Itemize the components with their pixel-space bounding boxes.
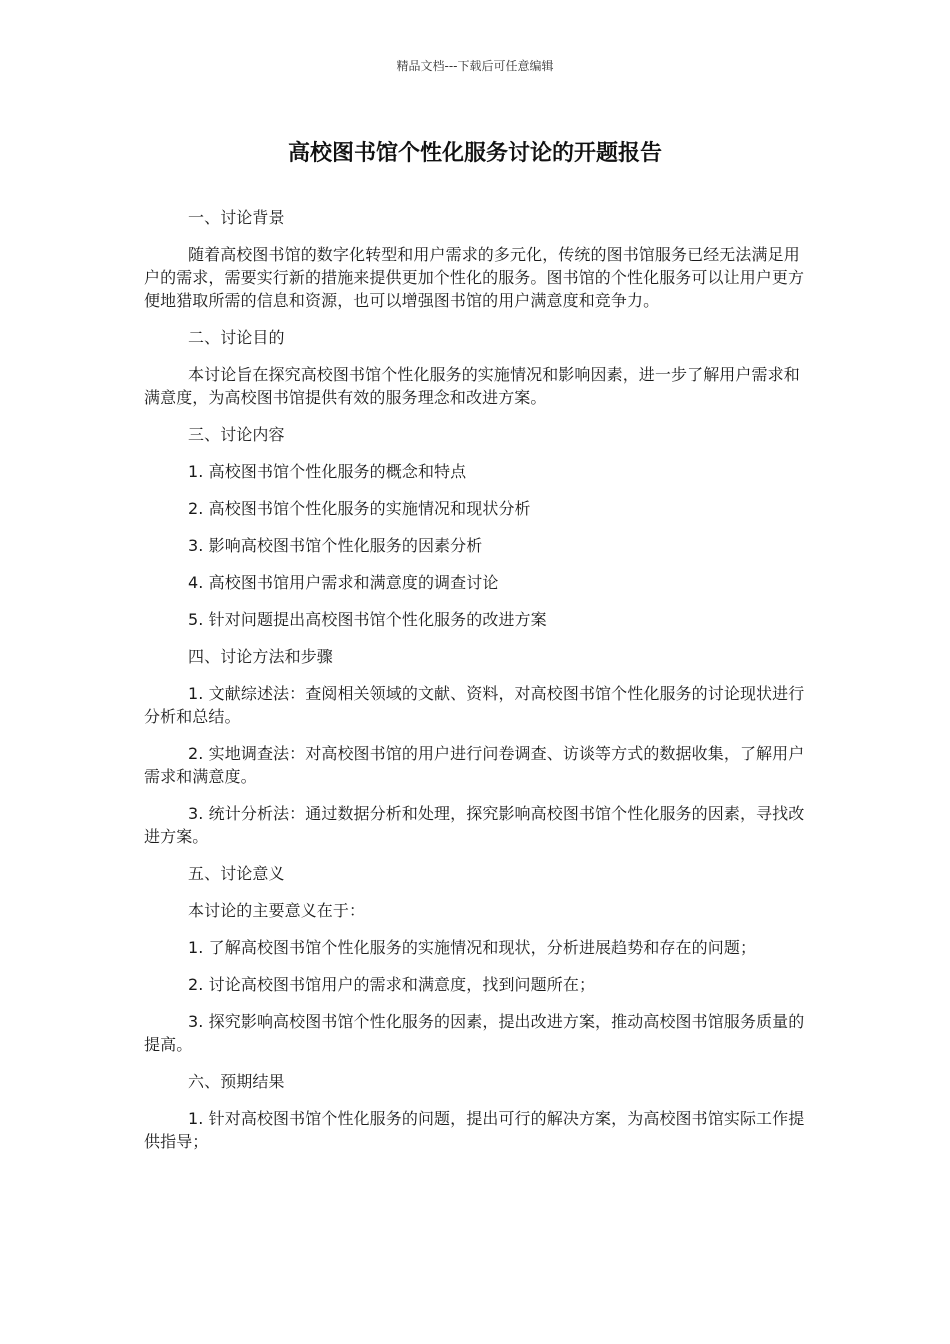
- paragraph-significance-intro: 本讨论的主要意义在于：: [188, 901, 366, 920]
- section-heading-expected-results: 六、预期结果: [188, 1072, 285, 1091]
- list-item: 1. 文献综述法：查阅相关领域的文献、资料，对高校图书馆个性化服务的讨论现状进行分析和总结。: [144, 684, 805, 726]
- section-heading-background: 一、讨论背景: [188, 208, 285, 227]
- list-item: 1. 了解高校图书馆个性化服务的实施情况和现状，分析进展趋势和存在的问题；: [188, 938, 757, 957]
- list-item: 2. 高校图书馆个性化服务的实施情况和现状分析: [188, 499, 531, 518]
- list-item: 3. 统计分析法：通过数据分析和处理，探究影响高校图书馆个性化服务的因素，寻找改进方案。: [144, 804, 805, 846]
- list-item: 3. 影响高校图书馆个性化服务的因素分析: [188, 536, 483, 555]
- section-heading-content: 三、讨论内容: [188, 425, 285, 444]
- list-item: 1. 针对高校图书馆个性化服务的问题，提出可行的解决方案，为高校图书馆实际工作提供指导；: [144, 1109, 805, 1151]
- list-item: 1. 高校图书馆个性化服务的概念和特点: [188, 462, 467, 481]
- list-item: 3. 探究影响高校图书馆个性化服务的因素，提出改进方案，推动高校图书馆服务质量的提高。: [144, 1012, 805, 1054]
- document-body: [144, 206, 806, 1167]
- section-heading-significance: 五、讨论意义: [188, 864, 285, 883]
- list-item: 4. 高校图书馆用户需求和满意度的调查讨论: [188, 573, 499, 592]
- header-note: 精品文档---下载后可任意编辑: [396, 59, 554, 73]
- paragraph-background: 随着高校图书馆的数字化转型和用户需求的多元化，传统的图书馆服务已经无法满足用户的需求，需要实行新的措施来提供更加个性化的服务。图书馆的个性化服务可以让用户更方便地猎取所需的信息和资源，也可以增强图书馆的用户满意度和竞争力。: [144, 245, 805, 310]
- list-item: 2. 讨论高校图书馆用户的需求和满意度，找到问题所在；: [188, 975, 596, 994]
- document-title: 高校图书馆个性化服务讨论的开题报告: [287, 141, 662, 166]
- list-item: 2. 实地调查法：对高校图书馆的用户进行问卷调查、访谈等方式的数据收集，了解用户需求和满意度。: [144, 744, 805, 786]
- paragraph-purpose: 本讨论旨在探究高校图书馆个性化服务的实施情况和影响因素，进一步了解用户需求和满意度，为高校图书馆提供有效的服务理念和改进方案。: [144, 365, 800, 407]
- section-heading-purpose: 二、讨论目的: [188, 328, 285, 347]
- section-heading-methods: 四、讨论方法和步骤: [188, 647, 333, 666]
- list-item: 5. 针对问题提出高校图书馆个性化服务的改进方案: [188, 610, 547, 629]
